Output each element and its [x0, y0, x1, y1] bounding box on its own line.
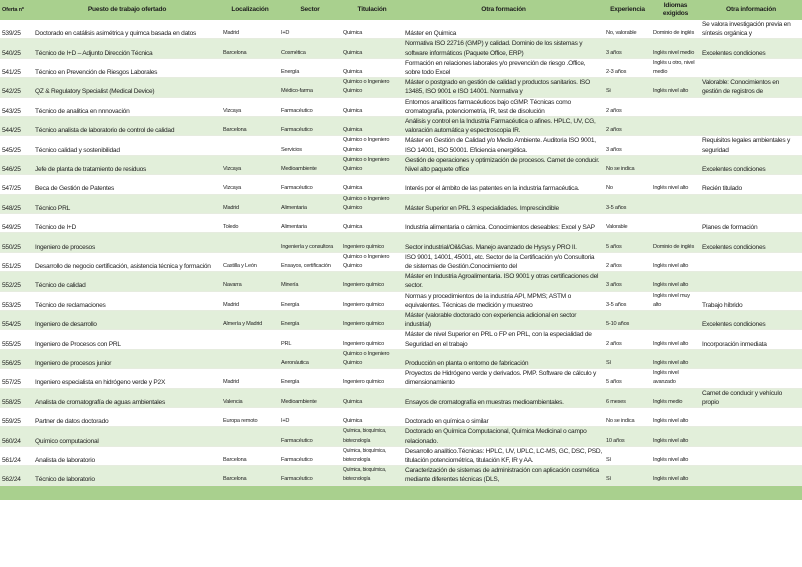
- puesto-cell[interactable]: Ingeniero especialista en hidrógeno verde y P2X: [33, 369, 221, 388]
- table-row: [0, 117, 802, 136]
- titulacion-cell[interactable]: Quimica: [341, 58, 403, 77]
- titulacion-cell[interactable]: Quimica: [341, 117, 403, 136]
- localizacion-cell[interactable]: Vizcaya: [221, 155, 279, 174]
- idiomas-cell[interactable]: Dominio de inglés: [651, 20, 700, 39]
- sector-cell[interactable]: Energía: [279, 369, 341, 388]
- oferta-cell[interactable]: 543/25: [0, 97, 33, 116]
- otra-formacion-cell[interactable]: Doctorado en Química Computacional, Química Medicinal o campo relacionado.: [403, 427, 604, 446]
- table-row: [0, 427, 802, 446]
- idiomas-cell[interactable]: Inglés nivel medio: [651, 39, 700, 58]
- puesto-cell[interactable]: Beca de Gestión de Patentes: [33, 175, 221, 194]
- experiencia-cell[interactable]: Si: [604, 78, 651, 97]
- puesto-cell[interactable]: Ingeniero de procesos: [33, 233, 221, 252]
- otra-formacion-cell[interactable]: Máster de nivel Superior en PRL o FP en PRL, con la especialidad de Seguridad en el trabajo: [403, 330, 604, 349]
- idiomas-cell[interactable]: Inglés nivel alto: [651, 466, 700, 485]
- sector-cell[interactable]: Farmacéutico: [279, 446, 341, 465]
- otra-informacion-cell[interactable]: [700, 446, 802, 465]
- titulacion-cell[interactable]: Quimico o Ingeniero Quimico: [341, 252, 403, 271]
- sector-cell[interactable]: Medioambiente: [279, 155, 341, 174]
- experiencia-cell[interactable]: No se indica: [604, 155, 651, 174]
- experiencia-cell[interactable]: 2 años: [604, 330, 651, 349]
- table-row: [0, 369, 802, 388]
- puesto-cell[interactable]: Químico computacional: [33, 427, 221, 446]
- table-row: [0, 252, 802, 271]
- otra-informacion-cell[interactable]: Incorporación inmediata: [700, 330, 802, 349]
- localizacion-cell[interactable]: Toledo: [221, 214, 279, 233]
- idiomas-cell[interactable]: Inglés nivel avanzado: [651, 369, 700, 388]
- titulacion-cell[interactable]: Quimica: [341, 20, 403, 39]
- otra-formacion-cell[interactable]: Análisis y control en la Industria Farmacéutica o afines. HPLC, UV, CG, valoración automática y espectroscopia IR.: [403, 117, 604, 136]
- idiomas-cell[interactable]: Inglés u otro, nivel medio: [651, 58, 700, 77]
- sector-cell[interactable]: Energía: [279, 58, 341, 77]
- localizacion-cell[interactable]: Europa remoto: [221, 408, 279, 427]
- titulacion-cell[interactable]: Ingeniero químico: [341, 291, 403, 310]
- sector-cell[interactable]: Energía: [279, 291, 341, 310]
- table-row: [0, 233, 802, 252]
- oferta-cell[interactable]: 540/25: [0, 39, 33, 58]
- oferta-cell[interactable]: 542/25: [0, 78, 33, 97]
- localizacion-cell[interactable]: Madrid: [221, 291, 279, 310]
- puesto-cell[interactable]: Técnico de laboratorio: [33, 466, 221, 485]
- oferta-cell[interactable]: 552/25: [0, 272, 33, 291]
- sector-cell[interactable]: PRL: [279, 330, 341, 349]
- localizacion-cell[interactable]: Castilla y León: [221, 252, 279, 271]
- puesto-cell[interactable]: Técnico de I+D – Adjunto Dirección Técnica: [33, 39, 221, 58]
- localizacion-cell[interactable]: [221, 233, 279, 252]
- puesto-cell[interactable]: Técnico de reclamaciones: [33, 291, 221, 310]
- oferta-cell[interactable]: 555/25: [0, 330, 33, 349]
- table-row: [0, 214, 802, 233]
- localizacion-cell[interactable]: Barcelona: [221, 39, 279, 58]
- experiencia-cell[interactable]: 3 años: [604, 272, 651, 291]
- puesto-cell[interactable]: Ingeniero de procesos junior: [33, 349, 221, 368]
- puesto-cell[interactable]: Ingeniero de desarrollo: [33, 311, 221, 330]
- header-row: [0, 0, 802, 20]
- experiencia-cell[interactable]: No se indica: [604, 408, 651, 427]
- otra-informacion-cell[interactable]: Recién titulado: [700, 175, 802, 194]
- idiomas-cell[interactable]: Inglés nivel alto: [651, 446, 700, 465]
- sector-cell[interactable]: Médico-farma: [279, 78, 341, 97]
- localizacion-cell[interactable]: [221, 349, 279, 368]
- header-experiencia[interactable]: Experiencia: [604, 0, 651, 20]
- header-puesto[interactable]: Puesto de trabajo ofertado: [33, 0, 221, 20]
- table-row: [0, 97, 802, 116]
- table-row: [0, 446, 802, 465]
- otra-formacion-cell[interactable]: Normas y procedimientos de la industria API, MPMS; ASTM o equivalentes. Técnicas de medición y muestreo: [403, 291, 604, 310]
- otra-formacion-cell[interactable]: Interés por el ámbito de las patentes en la industria farmacéutica.: [403, 175, 604, 194]
- oferta-cell[interactable]: 561/24: [0, 446, 33, 465]
- sector-cell[interactable]: Farmacéutico: [279, 427, 341, 446]
- header-otra-informacion[interactable]: Otra información: [700, 0, 802, 20]
- otra-formacion-cell[interactable]: Entornos analíticos farmacéuticos bajo cGMP. Técnicas como cromatografía, potenciometría, IR, test de disolución: [403, 97, 604, 116]
- localizacion-cell[interactable]: Barcelona: [221, 117, 279, 136]
- idiomas-cell[interactable]: Inglés nivel alto: [651, 252, 700, 271]
- puesto-cell[interactable]: Ingeniero de Procesos con PRL: [33, 330, 221, 349]
- otra-informacion-cell[interactable]: [700, 58, 802, 77]
- otra-informacion-cell[interactable]: [700, 369, 802, 388]
- titulacion-cell[interactable]: Ingeniero químico: [341, 330, 403, 349]
- otra-formacion-cell[interactable]: Desarrollo analítico.Técnicas: HPLC, UV, UPLC, LC-MS, GC, DSC, PSD, titulación potenciométrica, titulación KF, IR y AA.: [405, 447, 603, 465]
- otra-formacion-cell[interactable]: Máster (valorable doctorado con experiencia adicional en sector industrial): [403, 311, 604, 330]
- puesto-cell[interactable]: Técnico PRL: [33, 194, 221, 213]
- oferta-cell[interactable]: 549/25: [0, 214, 33, 233]
- sector-cell[interactable]: Farmacéutico: [279, 97, 341, 116]
- idiomas-cell[interactable]: Inglés nivel alto: [651, 330, 700, 349]
- idiomas-cell[interactable]: Dominio de inglés: [651, 233, 700, 252]
- idiomas-cell[interactable]: Inglés nivel muy alto: [651, 291, 700, 310]
- oferta-cell[interactable]: 551/25: [0, 252, 33, 271]
- idiomas-cell[interactable]: [651, 97, 700, 116]
- oferta-cell[interactable]: 556/25: [0, 349, 33, 368]
- experiencia-cell[interactable]: Valorable: [604, 214, 651, 233]
- puesto-cell[interactable]: Partner de datos doctorado: [33, 408, 221, 427]
- table-row: [0, 175, 802, 194]
- titulacion-cell[interactable]: Quimica: [341, 214, 403, 233]
- otra-formacion-cell[interactable]: Caracterización de sistemas de administración con aplicación cosmética mediante diferentes técnicas (DLS,: [403, 466, 604, 485]
- idiomas-cell[interactable]: [651, 214, 700, 233]
- experiencia-cell[interactable]: 2 años: [604, 97, 651, 116]
- experiencia-cell[interactable]: Sí: [604, 349, 651, 368]
- idiomas-cell[interactable]: [651, 136, 700, 155]
- puesto-cell[interactable]: Jefe de planta de tratamiento de residuos: [33, 155, 221, 174]
- otra-formacion-cell[interactable]: Máster o postgrado en gestión de calidad y productos sanitarios. ISO 13485, ISO 9001 e ISO 14001. Normativa y: [403, 78, 604, 97]
- otra-formacion-cell[interactable]: Máster en Quimica: [403, 20, 604, 39]
- otra-informacion-cell[interactable]: Carnet de conducir y vehículo propio: [700, 388, 802, 407]
- localizacion-cell[interactable]: Vizcaya: [221, 175, 279, 194]
- experiencia-cell[interactable]: 6 meses: [604, 388, 651, 407]
- otra-informacion-cell[interactable]: [700, 466, 802, 485]
- sector-cell[interactable]: Alimentaria: [279, 194, 341, 213]
- otra-informacion-cell[interactable]: [700, 427, 802, 446]
- idiomas-cell[interactable]: Inglés nivel alto: [651, 427, 700, 446]
- idiomas-cell[interactable]: [651, 155, 700, 174]
- otra-formacion-cell[interactable]: Máster en Industria Agroalimentaria. ISO 9001 y otras certificaciones del sector.: [403, 272, 604, 291]
- sector-cell[interactable]: Servicios: [279, 136, 341, 155]
- titulacion-cell[interactable]: Quimica: [341, 388, 403, 407]
- sector-cell[interactable]: Farmacéutico: [279, 175, 341, 194]
- oferta-cell[interactable]: 554/25: [0, 311, 33, 330]
- table-row: [0, 136, 802, 155]
- table-row: [0, 20, 802, 39]
- experiencia-cell[interactable]: No, valorable: [604, 20, 651, 39]
- sector-cell[interactable]: I+D: [279, 408, 341, 427]
- sector-cell[interactable]: Medioambiente: [279, 388, 341, 407]
- experiencia-cell[interactable]: 3 años: [604, 136, 651, 155]
- oferta-cell[interactable]: 545/25: [0, 136, 33, 155]
- localizacion-cell[interactable]: [221, 427, 279, 446]
- table-row: [0, 78, 802, 97]
- titulacion-cell[interactable]: Quimica: [341, 175, 403, 194]
- table-row: [0, 155, 802, 174]
- otra-informacion-cell[interactable]: [700, 272, 802, 291]
- puesto-cell[interactable]: Desarrollo de negocio certificación, asistencia técnica y formación: [33, 252, 221, 271]
- puesto-cell[interactable]: Técnico de calidad: [33, 272, 221, 291]
- puesto-cell[interactable]: QZ & Regulatory Specialist (Medical Device): [33, 78, 221, 97]
- sector-cell[interactable]: Farmacéutico: [279, 117, 341, 136]
- otra-informacion-cell[interactable]: Excelentes condiciones: [700, 39, 802, 58]
- otra-informacion-cell[interactable]: Valorable: Conocimientos en gestión de registros de: [700, 78, 802, 97]
- otra-informacion-cell[interactable]: [700, 349, 802, 368]
- puesto-cell[interactable]: Técnico de analitica en nnnovación: [33, 97, 221, 116]
- oferta-cell[interactable]: 541/25: [0, 58, 33, 77]
- otra-formacion-cell[interactable]: Formación en relaciones laborales y/o prevención de riesgo .Office, sobre todo Excel: [403, 58, 604, 77]
- idiomas-cell[interactable]: Inglés nivel alto: [651, 272, 700, 291]
- otra-formacion-cell[interactable]: ISO 9001, 14001, 45001, etc. Sector de la Certificación y/o Consultoria de sistemas de Gestión.Conocimiento del: [403, 252, 604, 271]
- header-oferta[interactable]: Oferta nº: [0, 0, 33, 20]
- experiencia-cell[interactable]: 3 años: [604, 39, 651, 58]
- idiomas-cell[interactable]: Inglés nivel alto: [651, 78, 700, 97]
- header-idiomas[interactable]: Idiomas exigidos: [651, 0, 700, 20]
- sector-cell[interactable]: Farmacéutico: [279, 466, 341, 485]
- sector-cell[interactable]: Aeronáutica: [279, 349, 341, 368]
- header-localizacion[interactable]: Localización: [221, 0, 279, 20]
- titulacion-cell[interactable]: Quimico o Ingeniero Quimico: [341, 349, 403, 368]
- otra-informacion-cell[interactable]: Excelentes condiciones: [700, 311, 802, 330]
- experiencia-cell[interactable]: 10 años: [604, 427, 651, 446]
- otra-formacion-cell[interactable]: Máster en Gestión de Calidad y/o Medio Ambiente. Auditoria ISO 9001, ISO 14001, ISO 50001. Eficiencia energética.: [403, 136, 604, 155]
- header-titulacion[interactable]: Titulación: [341, 0, 403, 20]
- puesto-cell[interactable]: Técnico de I+D: [33, 214, 221, 233]
- otra-informacion-cell[interactable]: Se valora investigación previa en síntesis orgánica y: [700, 20, 802, 39]
- experiencia-cell[interactable]: 5 años: [604, 369, 651, 388]
- localizacion-cell[interactable]: Madrid: [221, 194, 279, 213]
- table-row: [0, 330, 802, 349]
- localizacion-cell[interactable]: Vizcaya: [221, 97, 279, 116]
- otra-formacion-cell[interactable]: Industria alimentaria o cárnica. Conocimientos deseables: Excel y SAP: [403, 214, 604, 233]
- oferta-cell[interactable]: 559/25: [0, 408, 33, 427]
- puesto-cell[interactable]: Técnico en Prevención de Riesgos Laborales: [33, 58, 221, 77]
- otra-informacion-cell[interactable]: [700, 97, 802, 116]
- header-sector[interactable]: Sector: [279, 0, 341, 20]
- table-row: [0, 311, 802, 330]
- table-row: [0, 349, 802, 368]
- oferta-cell[interactable]: 544/25: [0, 117, 33, 136]
- otra-formacion-cell[interactable]: Normativa ISO 22716 (GMP) y calidad. Dominio de los sistemas y software informáticos (Paquete Office, ERP): [403, 39, 604, 58]
- idiomas-cell[interactable]: Inglés nivel alto: [651, 408, 700, 427]
- localizacion-cell[interactable]: Barcelona: [221, 446, 279, 465]
- titulacion-cell[interactable]: Ingeniero químico: [341, 233, 403, 252]
- localizacion-cell[interactable]: Madrid: [221, 369, 279, 388]
- titulacion-cell[interactable]: Quimica: [341, 97, 403, 116]
- idiomas-cell[interactable]: Inglés nivel alto: [651, 175, 700, 194]
- header-otra-formacion[interactable]: Otra formación: [403, 0, 604, 20]
- oferta-cell[interactable]: 547/25: [0, 175, 33, 194]
- titulacion-cell[interactable]: Química, bioquímica, biotecnología: [341, 446, 403, 465]
- oferta-cell[interactable]: 558/25: [0, 388, 33, 407]
- otra-formacion-cell[interactable]: Máster Superior en PRL 3 especialidades. Imprescindible: [403, 194, 604, 213]
- localizacion-cell[interactable]: Valencia: [221, 388, 279, 407]
- titulacion-cell[interactable]: Ingeniero químico: [341, 369, 403, 388]
- oferta-cell[interactable]: 557/25: [0, 369, 33, 388]
- sector-cell[interactable]: Ingeniería y consultora: [279, 233, 341, 252]
- otra-informacion-cell[interactable]: [700, 408, 802, 427]
- puesto-cell[interactable]: Analista de laboratorio: [33, 446, 221, 465]
- puesto-cell[interactable]: Técnico calidad y sostenibilidad: [33, 136, 221, 155]
- titulacion-cell[interactable]: Química, bioquímica, biotecnología: [341, 427, 403, 446]
- oferta-cell[interactable]: 548/25: [0, 194, 33, 213]
- localizacion-cell[interactable]: [221, 58, 279, 77]
- otra-informacion-cell[interactable]: Excelentes condiciones: [700, 233, 802, 252]
- titulacion-cell[interactable]: Química, bioquímica, biotecnología: [341, 466, 403, 485]
- experiencia-cell[interactable]: 2-3 años: [604, 58, 651, 77]
- table-row: [0, 58, 802, 77]
- idiomas-cell[interactable]: Inglés nivel alto: [651, 349, 700, 368]
- experiencia-cell[interactable]: 2 años: [604, 117, 651, 136]
- idiomas-cell[interactable]: [651, 311, 700, 330]
- otra-formacion-cell[interactable]: Doctorado en química o similar: [403, 408, 604, 427]
- sector-cell[interactable]: Minería: [279, 272, 341, 291]
- sector-cell[interactable]: I+D: [279, 20, 341, 39]
- experiencia-cell[interactable]: No: [604, 175, 651, 194]
- titulacion-cell[interactable]: Quimica: [341, 408, 403, 427]
- puesto-cell[interactable]: Técnico analista de laboratorio de control de calidad: [33, 117, 221, 136]
- table-row: [0, 194, 802, 213]
- otra-informacion-cell[interactable]: Excelentes condiciones: [700, 155, 802, 174]
- otra-informacion-cell[interactable]: Requisitos legales ambientales y seguridad: [700, 136, 802, 155]
- titulacion-cell[interactable]: Ingeniero químico: [341, 311, 403, 330]
- table-row: [0, 408, 802, 427]
- oferta-cell[interactable]: 546/25: [0, 155, 33, 174]
- experiencia-cell[interactable]: 5-10 años: [604, 311, 651, 330]
- table-row: [0, 466, 802, 485]
- table-row: [0, 291, 802, 310]
- otra-informacion-cell[interactable]: [700, 252, 802, 271]
- table-row: [0, 39, 802, 58]
- titulacion-cell[interactable]: Quimico o Ingeniero Quimico: [341, 136, 403, 155]
- experiencia-cell[interactable]: 5 años: [604, 233, 651, 252]
- experiencia-cell[interactable]: Sí: [604, 446, 651, 465]
- table-row: [0, 388, 802, 407]
- localizacion-cell[interactable]: Barcelona: [221, 466, 279, 485]
- otra-formacion-cell[interactable]: Producción en planta o entorno de fabricación: [403, 349, 604, 368]
- otra-informacion-cell[interactable]: Trabajo híbrido: [700, 291, 802, 310]
- titulacion-cell[interactable]: Quimico o Ingeniero Quimico: [341, 78, 403, 97]
- oferta-cell[interactable]: 539/25: [0, 20, 33, 39]
- otra-formacion-cell[interactable]: Ensayos de cromatografía en muestras medioambientales.: [403, 388, 604, 407]
- localizacion-cell[interactable]: [221, 78, 279, 97]
- experiencia-cell[interactable]: 2 años: [604, 252, 651, 271]
- otra-informacion-cell[interactable]: [700, 117, 802, 136]
- puesto-cell[interactable]: Doctorado en catálisis asimétrica y quimca basada en datos: [33, 20, 221, 39]
- sector-cell[interactable]: Ensayos, certificación: [279, 252, 341, 271]
- idiomas-cell[interactable]: [651, 194, 700, 213]
- idiomas-cell[interactable]: [651, 117, 700, 136]
- titulacion-cell[interactable]: Quimico o Ingeniero Quimico: [341, 155, 403, 174]
- localizacion-cell[interactable]: Almería y Madrid: [221, 311, 279, 330]
- sector-cell[interactable]: Alimentaria: [279, 214, 341, 233]
- titulacion-cell[interactable]: Ingeniero químico: [341, 272, 403, 291]
- sector-cell[interactable]: Cosmética: [279, 39, 341, 58]
- oferta-cell[interactable]: 550/25: [0, 233, 33, 252]
- sector-cell[interactable]: Energía: [279, 311, 341, 330]
- experiencia-cell[interactable]: 3-5 años: [604, 291, 651, 310]
- otra-formacion-cell[interactable]: Proyectos de Hidrógeno verde y derivados. PMP. Software de cálculo y dimensionamiento: [403, 369, 604, 388]
- experiencia-cell[interactable]: Sí: [604, 466, 651, 485]
- otra-formacion-cell[interactable]: Gestión de operaciones y optimización de procesos. Carnet de conducir. Nivel alto paquete office: [403, 155, 604, 174]
- otra-formacion-cell[interactable]: Sector industrial/Oil&Gas. Manejo avanzado de Hysys y PRO II.: [403, 233, 604, 252]
- localizacion-cell[interactable]: Madrid: [221, 20, 279, 39]
- footer-band: [0, 486, 802, 500]
- oferta-cell[interactable]: 560/24: [0, 427, 33, 446]
- puesto-cell[interactable]: Analista de cromatografía de aguas ambientales: [33, 388, 221, 407]
- table-row: [0, 272, 802, 291]
- experiencia-cell[interactable]: 3-5 años: [604, 194, 651, 213]
- otra-informacion-cell[interactable]: Planes de formación: [700, 214, 802, 233]
- oferta-cell[interactable]: 562/24: [0, 466, 33, 485]
- titulacion-cell[interactable]: Quimica: [341, 39, 403, 58]
- localizacion-cell[interactable]: [221, 136, 279, 155]
- otra-informacion-cell[interactable]: [700, 194, 802, 213]
- localizacion-cell[interactable]: Navarra: [221, 272, 279, 291]
- oferta-cell[interactable]: 553/25: [0, 291, 33, 310]
- titulacion-cell[interactable]: Quimico o Ingeniero Quimico: [341, 194, 403, 213]
- idiomas-cell[interactable]: Inglés medio: [651, 388, 700, 407]
- localizacion-cell[interactable]: [221, 330, 279, 349]
